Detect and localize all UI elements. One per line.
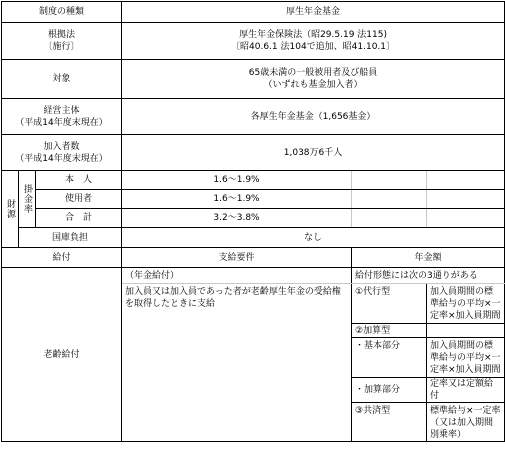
system-type-row [2, 2, 505, 23]
funding-blank-2a [352, 190, 427, 209]
operator-label-line2: （平成14年度末現在） [15, 117, 108, 128]
system-type-value: 厚生年金基金 [122, 2, 505, 23]
law-label [2, 23, 122, 60]
funding-row-1 [2, 171, 505, 190]
target-value [122, 60, 505, 99]
old-age-type-4-name: ・加算部分 [352, 378, 427, 403]
funding-row-2 [2, 190, 505, 209]
benefits-header-amount: 年金額 [352, 248, 505, 268]
funding-rate-2: 1.6～1.9% [122, 190, 352, 209]
operator-row [2, 99, 505, 135]
funding-blank-1a [352, 171, 427, 190]
old-age-type-2-name: ②加算型 [352, 324, 427, 338]
contribution-rate-label: 掛金率 [19, 171, 36, 228]
old-age-type-3-desc: 加入員期間の標準給与の平均×一定率×加入員期間 [427, 338, 505, 378]
pension-system-table [1, 1, 505, 442]
funding-blank-1b [427, 171, 505, 190]
old-age-type-2-desc [427, 324, 505, 338]
funding-blank-2b [427, 190, 505, 209]
old-age-req-body: 加入員又は加入員であった者が老齢厚生年金の受給権を取得したときに支給 [122, 284, 352, 442]
members-row [2, 135, 505, 171]
members-label-line1: 加入者数 [43, 141, 80, 152]
target-value-line2: （いずれも基金加入者） [263, 80, 363, 90]
pension-table-page [0, 1, 505, 449]
funding-who-3: 合 計 [36, 209, 122, 228]
target-row [2, 60, 505, 99]
funding-label: 財源 [2, 171, 19, 248]
old-age-type-1-name: ①代行型 [352, 284, 427, 324]
law-value-line2: 〔昭40.6.1 法104で追加、昭41.10.1〕 [231, 42, 396, 52]
target-label: 対象 [2, 60, 122, 99]
state-subsidy-label: 国庫負担 [19, 228, 122, 248]
operator-label [2, 99, 122, 135]
old-age-type-1-desc: 加入員期間の標準給与の平均×一定率×加入員期間 [427, 284, 505, 324]
old-age-type-4-desc: 定率又は定額給付 [427, 378, 505, 403]
funding-row-3 [2, 209, 505, 228]
funding-blank-3a [352, 209, 427, 228]
law-value-line1: 厚生年金保険法（昭29.5.19 法115) [239, 30, 387, 40]
old-age-label: 老齢給付 [2, 268, 122, 442]
state-subsidy-value: なし [122, 228, 505, 248]
old-age-amount-intro: 給付形態には次の3通りがある [352, 268, 505, 284]
members-label-line2: （平成14年度末現在） [15, 153, 108, 164]
members-label [2, 135, 122, 171]
operator-value: 各厚生年金基金（1,656基金） [122, 99, 505, 135]
old-age-type-5-name: ③共済型 [352, 403, 427, 442]
old-age-type-5-desc: 標準給与×一定率（又は加入期間別乗率） [427, 403, 505, 442]
members-value: 1,038万6千人 [122, 135, 505, 171]
old-age-req-title: （年金給付） [122, 268, 352, 284]
funding-blank-3b [427, 209, 505, 228]
benefits-header-benefit: 給付 [2, 248, 122, 268]
system-type-label: 制度の種類 [2, 2, 122, 23]
old-age-row-1 [2, 268, 505, 284]
law-label-line2: 〔施行〕 [43, 42, 80, 52]
operator-label-line1: 経営主体 [43, 105, 80, 116]
benefits-header-requirement: 支給要件 [122, 248, 352, 268]
benefits-header-row [2, 248, 505, 268]
state-subsidy-row [2, 228, 505, 248]
law-label-line1: 根拠法 [48, 30, 76, 40]
law-value [122, 23, 505, 60]
target-value-line1: 65歳未満の一般被用者及び船員 [248, 68, 378, 78]
old-age-type-3-name: ・基本部分 [352, 338, 427, 378]
funding-who-1: 本 人 [36, 171, 122, 190]
funding-rate-3: 3.2～3.8% [122, 209, 352, 228]
funding-rate-1: 1.6～1.9% [122, 171, 352, 190]
funding-who-2: 使用者 [36, 190, 122, 209]
law-row [2, 23, 505, 60]
